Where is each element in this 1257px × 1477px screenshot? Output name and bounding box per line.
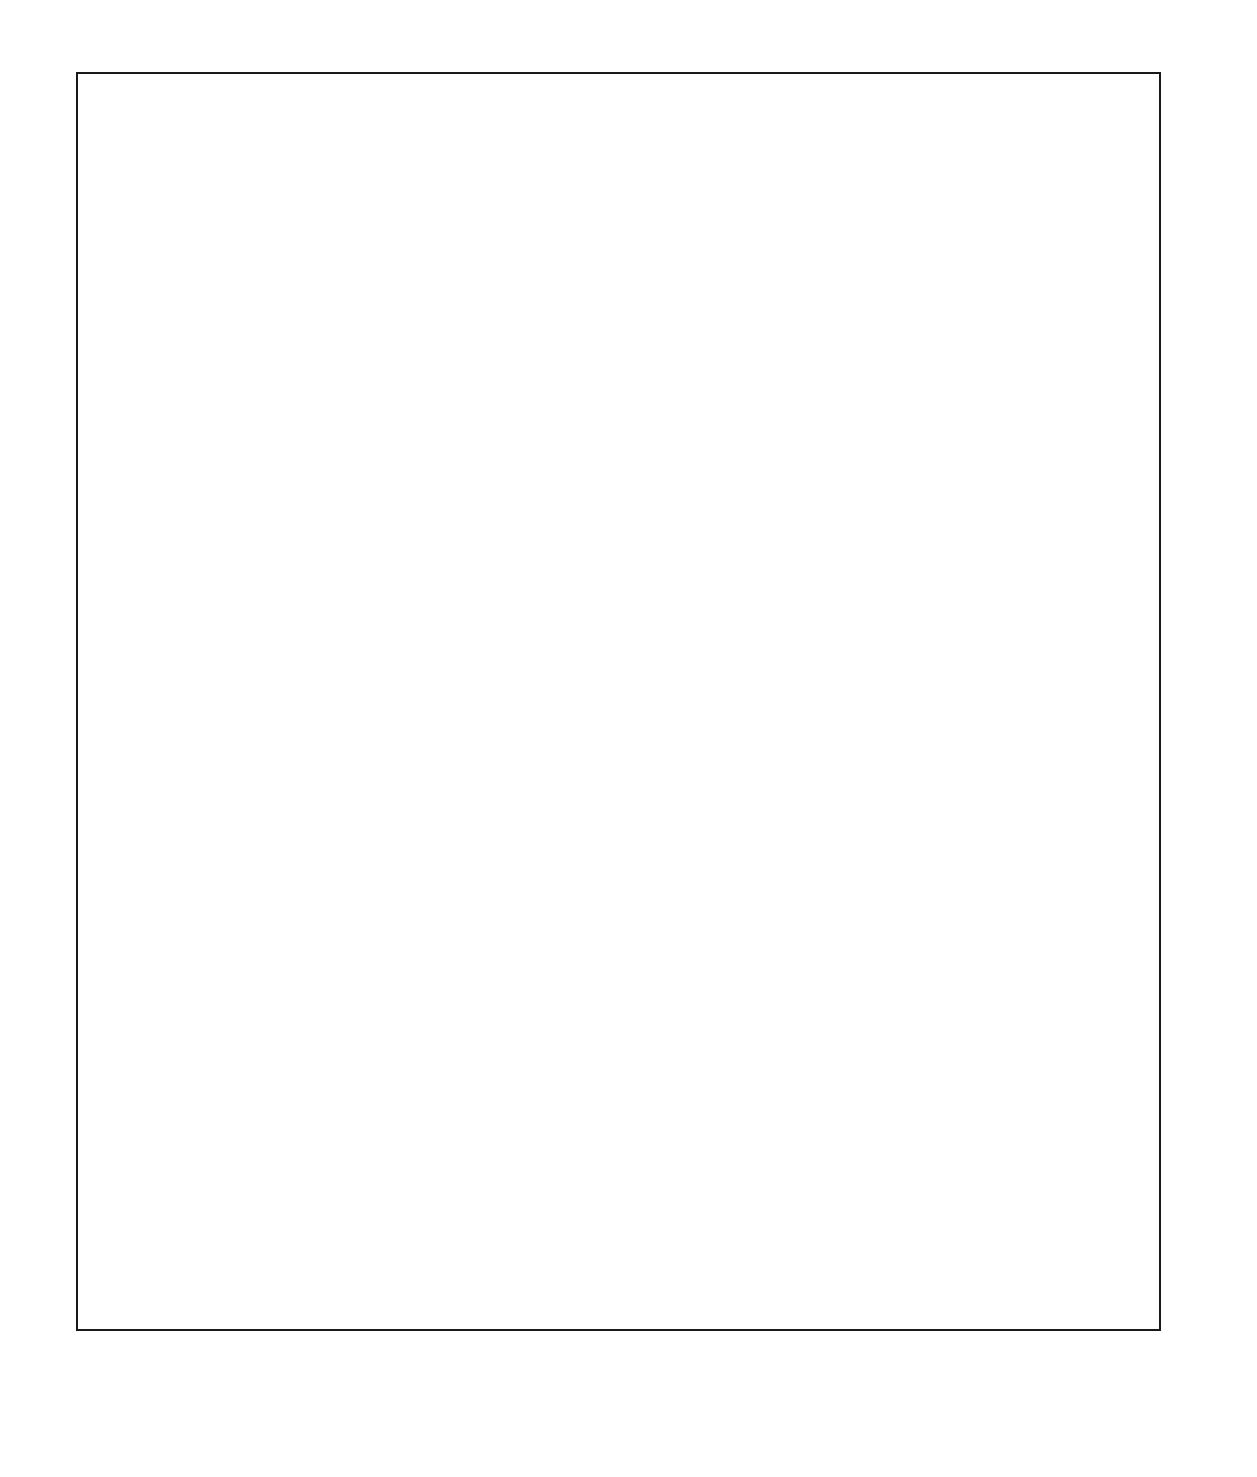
character-code-grid — [76, 72, 1161, 1331]
